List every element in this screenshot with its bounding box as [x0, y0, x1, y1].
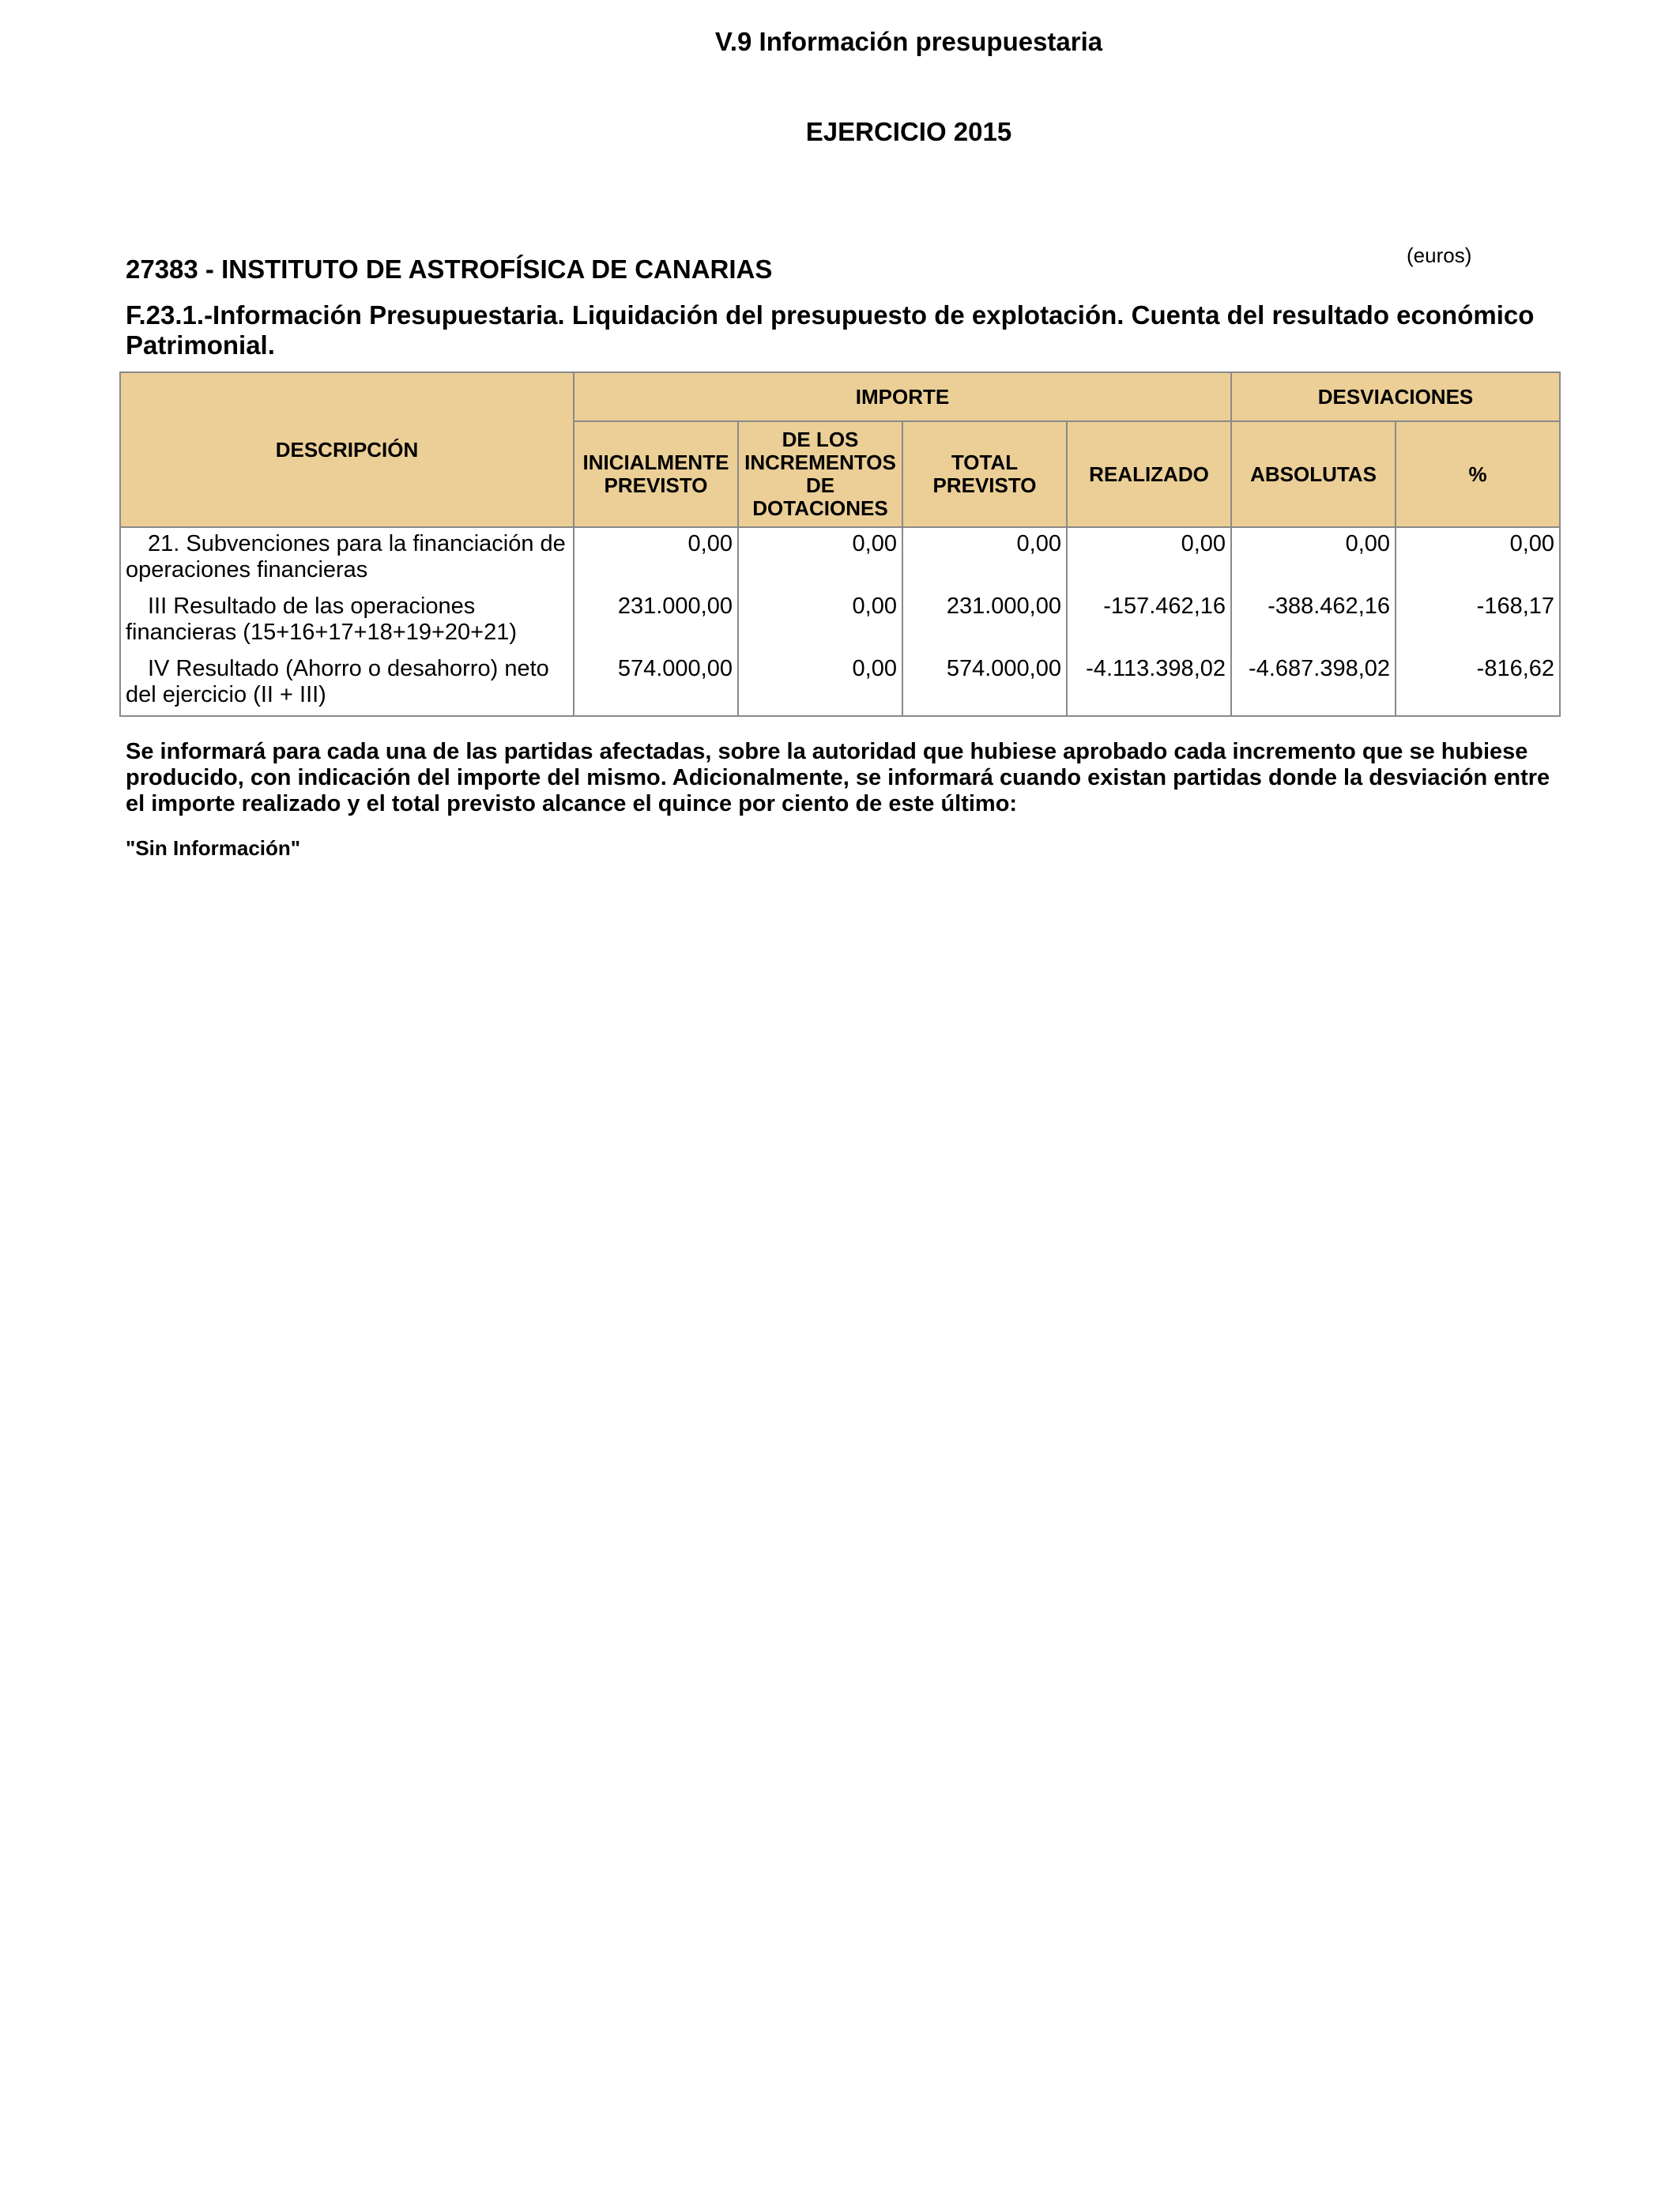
- units-label: (euros): [1407, 243, 1472, 267]
- cell-absolutas: -388.462,16: [1231, 590, 1396, 653]
- table-row: [120, 527, 1560, 590]
- cell-realizado: 0,00: [1067, 527, 1231, 590]
- entity-heading: 27383 - INSTITUTO DE ASTROFÍSICA DE CANARIAS: [126, 254, 773, 284]
- table-row: [120, 653, 1560, 716]
- column-header-absolutas: ABSOLUTAS: [1231, 421, 1396, 527]
- column-header-incrementos: DE LOS INCREMENTOS DE DOTACIONES: [738, 421, 902, 527]
- fiscal-year-heading: EJERCICIO 2015: [805, 117, 1012, 146]
- cell-porcentaje: 0,00: [1396, 527, 1560, 590]
- cell-porcentaje: -168,17: [1396, 590, 1560, 653]
- cell-porcentaje: -816,62: [1396, 653, 1560, 716]
- column-header-total-previsto: TOTAL PREVISTO: [902, 421, 1067, 527]
- document-title: V.9 Información presupuestaria: [714, 27, 1103, 56]
- cell-inicialmente-previsto: 231.000,00: [574, 590, 738, 653]
- cell-incrementos: 0,00: [738, 653, 902, 716]
- table-row: [120, 590, 1560, 653]
- explanatory-note: Se informará para cada una de las partidas afectadas, sobre la autoridad que hubiese aprobado cada incremento que se hubiese producido, con indicación del importe del mismo. Adicionalmente, se informará cuando existan partidas donde la desviación entre el importe realizado y el total previsto alcance el quince por ciento de este último:: [126, 739, 1550, 816]
- cell-realizado: -157.462,16: [1067, 590, 1231, 653]
- cell-total-previsto: 574.000,00: [902, 653, 1067, 716]
- group-header-desviaciones: DESVIACIONES: [1231, 372, 1560, 421]
- cell-inicialmente-previsto: 0,00: [574, 527, 738, 590]
- column-header-porcentaje: %: [1396, 421, 1560, 527]
- cell-incrementos: 0,00: [738, 590, 902, 653]
- cell-descripcion: III Resultado de las operaciones financieras (15+16+17+18+19+20+21): [120, 590, 574, 653]
- cell-absolutas: 0,00: [1231, 527, 1396, 590]
- cell-total-previsto: 0,00: [902, 527, 1067, 590]
- budget-table: [119, 371, 1561, 717]
- column-header-realizado: REALIZADO: [1067, 421, 1231, 527]
- column-header-descripcion: DESCRIPCIÓN: [120, 372, 574, 527]
- cell-absolutas: -4.687.398,02: [1231, 653, 1396, 716]
- cell-inicialmente-previsto: 574.000,00: [574, 653, 738, 716]
- report-title: F.23.1.-Información Presupuestaria. Liquidación del presupuesto de explotación. Cuenta del resultado económico Patrimonial.: [126, 300, 1535, 360]
- no-information-text: "Sin Información": [126, 836, 301, 860]
- cell-total-previsto: 231.000,00: [902, 590, 1067, 653]
- cell-incrementos: 0,00: [738, 527, 902, 590]
- cell-realizado: -4.113.398,02: [1067, 653, 1231, 716]
- table-group-header-row: [120, 372, 1560, 421]
- column-header-inicialmente-previsto: INICIALMENTE PREVISTO: [574, 421, 738, 527]
- cell-descripcion: 21. Subvenciones para la financiación de operaciones financieras: [120, 527, 574, 590]
- cell-descripcion: IV Resultado (Ahorro o desahorro) neto del ejercicio (II + III): [120, 653, 574, 716]
- group-header-importe: IMPORTE: [574, 372, 1231, 421]
